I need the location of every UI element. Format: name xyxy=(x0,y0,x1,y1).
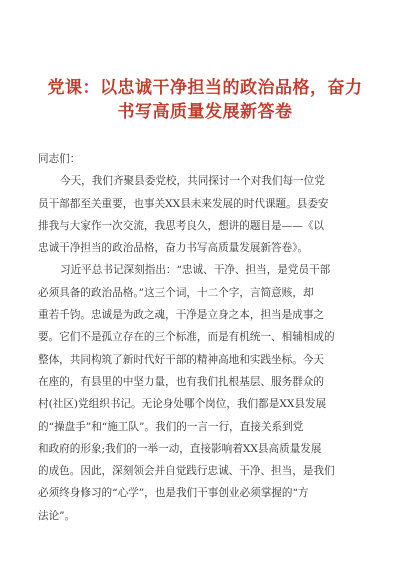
paragraph-line: 重若千钧。忠诚是为政之魂，干净是立身之本，担当是成事之 xyxy=(38,309,325,322)
document-title xyxy=(44,76,366,124)
paragraph-line: 排我与大家作一次交流，我思考良久，想讲的题目是——《以 xyxy=(38,219,325,232)
paragraph-line: 必须终身修习的“心学”，也是我们干事创业必须掌握的“方 xyxy=(38,487,309,500)
paragraph-line: 村(社区)党组织书记。无论身处哪个岗位，我们都是XX县发展 xyxy=(38,398,327,411)
title-line: 书写高质量发展新答卷 xyxy=(117,102,293,122)
paragraph-line: 忠诚干净担当的政治品格，奋力书写高质量发展新答卷》。 xyxy=(38,242,309,255)
paragraph-line: 和政府的形象;我们的一举一动，直接影响着XX县高质量发展 xyxy=(38,442,322,455)
paragraph-line: 在座的，有县里的中坚力量，也有我们扎根基层、服务群众的 xyxy=(38,375,325,388)
paragraph-line: 员干部都至关重要，也事关XX县未来发展的时代课题。县委安 xyxy=(38,197,329,210)
paragraph-line: 的“操盘手”和“施工队”。我们的一言一行，直接关系到党 xyxy=(38,420,304,433)
paragraph-line: 必须具备的政治品格。”这三个词，十二个字，言简意赅，却 xyxy=(38,286,314,299)
paragraph-line: 的成色。因此，深刻领会并自觉践行忠诚、干净、担当，是我们 xyxy=(38,465,335,478)
title-line: 党课：以忠诚干净担当的政治品格，奋力 xyxy=(47,78,363,98)
paragraph-line: 要。它们不是孤立存在的三个标准，而是有机统一、相辅相成的 xyxy=(38,331,335,344)
paragraph-line: 整体，共同构筑了新时代好干部的精神高地和实践坐标。今天 xyxy=(38,353,325,366)
paragraph-line: 法论”。 xyxy=(38,509,76,522)
paragraph-line: 习近平总书记深刻指出：“忠诚、干净、担当，是党员干部 xyxy=(60,264,331,277)
document-body xyxy=(38,148,374,527)
salutation: 同志们： xyxy=(38,153,81,165)
paragraph-line: 今天，我们齐聚县委党校，共同探讨一个对我们每一位党 xyxy=(60,175,325,188)
